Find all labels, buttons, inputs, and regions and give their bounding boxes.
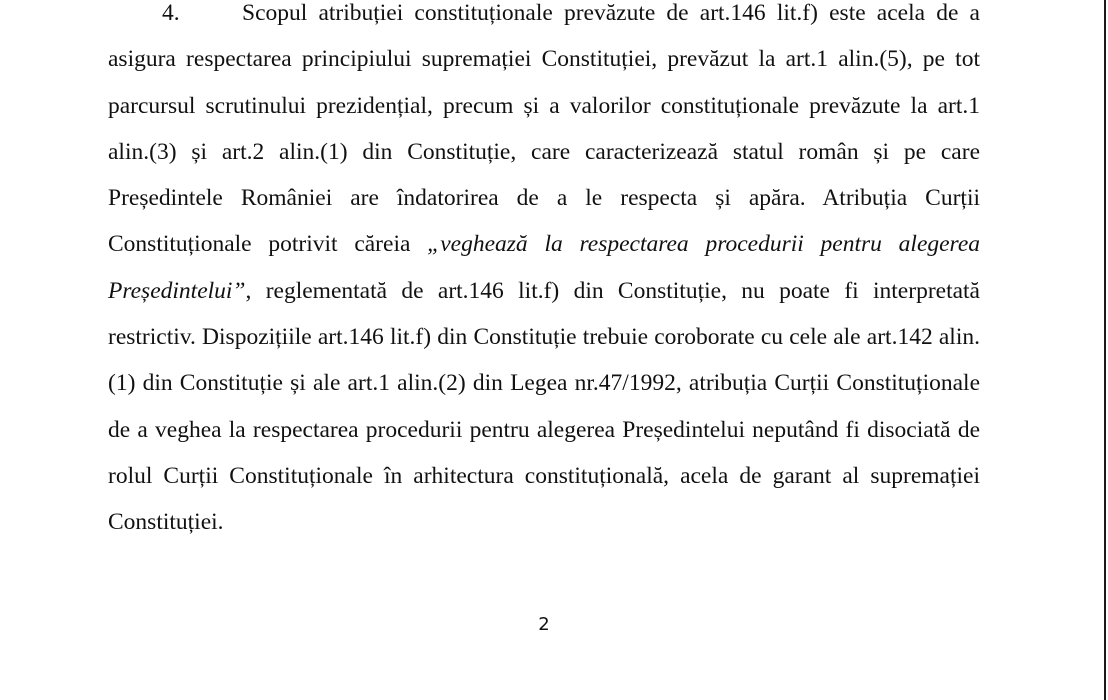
page-number: 2	[538, 614, 550, 635]
paragraph-quote: „veghează la respectarea procedurii pentru alegerea Președintelui”	[108, 231, 981, 304]
paragraph-text-before: Scopul atribuției constituționale prevăzute de art.146 lit.f) este acela de a asigura respectarea principiului supremației Constituției, prevăzut la art.1 alin.(5), pe tot parcursul scrutinului prezidențial, precum și a valorilor constituționale prevăzute la art.1 alin.(3) și art.2 alin.(1) din Constituție, care caracterizează statul român și pe care Președintele României are îndatorirea de a le respecta și apăra. Atribuția Curții Constituționale potrivit căreia	[108, 0, 980, 258]
paragraph-text-after: , reglementată de art.146 lit.f) din Constituție, nu poate fi interpretată restrictiv. Dispozițiile art.146 lit.f) din Constituție trebuie coroborate cu cele ale art.142 alin.(1) din Constituție și ale art.1 alin.(2) din Legea nr.47/1992, atribuția Curții Constituționale de a veghea la respectarea procedurii pentru alegerea Președintelui neputând fi disociată de rolul Curții Constituționale în arhitectura constituțională, acela de garant al supremației Constituției.	[108, 277, 980, 536]
paragraph-number: 4.	[162, 0, 180, 26]
paragraph-4	[108, 0, 980, 546]
